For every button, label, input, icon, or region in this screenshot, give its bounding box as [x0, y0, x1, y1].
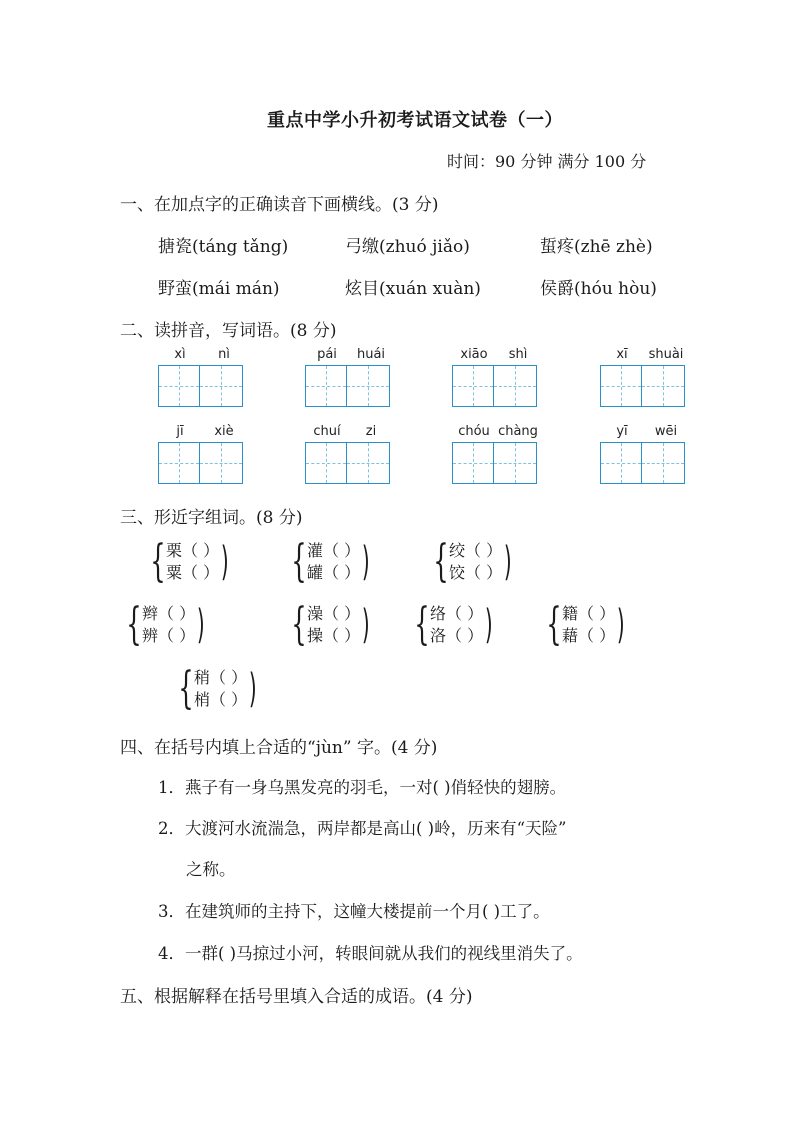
left-brace: {	[126, 599, 142, 650]
pinyin-word-2	[305, 347, 393, 407]
grid-cell[interactable]	[642, 365, 685, 407]
char-pair-line[interactable]: 洛（ ）	[430, 626, 484, 645]
char-pair-line[interactable]: 饺（ ）	[449, 563, 503, 582]
pinyin-syllable: xiāo	[460, 347, 488, 362]
char-pair-line[interactable]: 辫（ ）	[142, 604, 196, 623]
section-4-heading: 四、在括号内填上合适的“jùn” 字。(4 分)	[120, 738, 438, 758]
pinyin-word-3	[452, 347, 540, 407]
grid-cell[interactable]	[347, 365, 390, 407]
writing-grid[interactable]	[452, 365, 540, 407]
char-pair-line[interactable]: 梢（ ）	[194, 690, 248, 709]
writing-grid[interactable]	[452, 442, 540, 484]
grid-cell[interactable]	[158, 442, 200, 484]
grid-cell[interactable]	[600, 365, 642, 407]
right-paren: )	[361, 602, 370, 648]
char-pair-line[interactable]: 粟（ ）	[166, 563, 220, 582]
left-brace: {	[178, 663, 194, 714]
s1-item-6: 侯爵(hóu hòu)	[540, 279, 657, 299]
char-pair-line[interactable]: 绞（ ）	[449, 541, 503, 560]
writing-grid[interactable]	[158, 365, 246, 407]
grid-cell[interactable]	[305, 442, 347, 484]
pinyin-syllable: jī	[176, 424, 184, 439]
grid-cell[interactable]	[452, 365, 494, 407]
writing-grid[interactable]	[600, 442, 688, 484]
pinyin-syllable: chóu	[458, 424, 490, 439]
char-pair-group	[144, 536, 233, 587]
right-paren: )	[484, 602, 493, 648]
grid-cell[interactable]	[600, 442, 642, 484]
pinyin-syllable: wēi	[654, 424, 678, 439]
pinyin-syllable: shuài	[648, 347, 684, 362]
section-3-heading: 三、形近字组词。(8 分)	[120, 508, 303, 528]
left-brace: {	[150, 536, 166, 587]
char-pair-line[interactable]: 稍（ ）	[194, 668, 248, 687]
char-pair-group	[540, 599, 629, 650]
right-paren: )	[196, 602, 205, 648]
section-2-heading: 二、读拼音，写词语。(8 分)	[120, 321, 337, 341]
s1-item-4: 野蛮(mái mán)	[158, 279, 280, 299]
s4-question-2-cont: 之称。	[186, 860, 236, 879]
pinyin-syllable: xī	[616, 347, 628, 362]
char-pair-group	[285, 536, 374, 587]
pinyin-syllable: yī	[616, 424, 628, 439]
right-paren: )	[503, 539, 512, 585]
grid-cell[interactable]	[200, 442, 243, 484]
pinyin-syllable: pái	[317, 347, 337, 362]
char-pair-line[interactable]: 灌（ ）	[307, 541, 361, 560]
writing-grid[interactable]	[600, 365, 688, 407]
pinyin-word-1	[158, 347, 246, 407]
char-pair-group	[427, 536, 516, 587]
s4-question-4[interactable]: 4．一群( )马掠过小河，转眼间就从我们的视线里消失了。	[158, 944, 583, 963]
writing-grid[interactable]	[158, 442, 246, 484]
left-brace: {	[546, 599, 562, 650]
writing-grid[interactable]	[305, 365, 393, 407]
char-pair-line[interactable]: 操（ ）	[307, 626, 361, 645]
grid-cell[interactable]	[642, 442, 685, 484]
left-brace: {	[291, 599, 307, 650]
writing-grid[interactable]	[305, 442, 393, 484]
pinyin-syllable: zi	[365, 424, 377, 439]
grid-cell[interactable]	[158, 365, 200, 407]
s4-question-3[interactable]: 3．在建筑师的主持下，这幢大楼提前一个月( )工了。	[158, 902, 550, 921]
pinyin-word-6	[305, 424, 393, 484]
char-pair-group	[285, 599, 374, 650]
section-1-heading: 一、在加点字的正确读音下画横线。(3 分)	[120, 195, 439, 215]
s1-item-3: 蜇疼(zhē zhè)	[540, 237, 653, 257]
pinyin-syllable: chuí	[313, 424, 341, 439]
pinyin-syllable: nì	[218, 347, 230, 362]
page-title: 重点中学小升初考试语文试卷（一）	[267, 110, 563, 131]
grid-cell[interactable]	[494, 365, 537, 407]
grid-cell[interactable]	[494, 442, 537, 484]
grid-cell[interactable]	[305, 365, 347, 407]
pinyin-word-4	[600, 347, 688, 407]
s1-item-1: 搪瓷(táng tǎng)	[158, 237, 289, 257]
char-pair-line[interactable]: 籍（ ）	[562, 604, 616, 623]
pinyin-word-8	[600, 424, 688, 484]
right-paren: )	[248, 666, 257, 712]
left-brace: {	[291, 536, 307, 587]
pinyin-syllable: shì	[508, 347, 528, 362]
grid-cell[interactable]	[200, 365, 243, 407]
grid-cell[interactable]	[347, 442, 390, 484]
char-pair-line[interactable]: 辨（ ）	[142, 626, 196, 645]
char-pair-line[interactable]: 澡（ ）	[307, 604, 361, 623]
char-pair-line[interactable]: 藉（ ）	[562, 626, 616, 645]
s1-item-2: 弓缴(zhuó jiǎo)	[345, 237, 470, 257]
s1-item-5: 炫目(xuán xuàn)	[345, 279, 481, 299]
left-brace: {	[414, 599, 430, 650]
right-paren: )	[616, 602, 625, 648]
pinyin-syllable: xì	[174, 347, 186, 362]
section-5-heading: 五、根据解释在括号里填入合适的成语。(4 分)	[120, 987, 473, 1007]
s4-question-2[interactable]: 2．大渡河水流湍急，两岸都是高山( )岭，历来有“天险”	[158, 819, 567, 838]
pinyin-syllable: huái	[356, 347, 386, 362]
char-pair-line[interactable]: 罐（ ）	[307, 563, 361, 582]
right-paren: )	[361, 539, 370, 585]
pinyin-word-5	[158, 424, 246, 484]
left-brace: {	[433, 536, 449, 587]
s4-question-1[interactable]: 1．燕子有一身乌黑发亮的羽毛，一对( )俏轻快的翅膀。	[158, 778, 567, 797]
char-pair-group	[120, 599, 209, 650]
char-pair-line[interactable]: 栗（ ）	[166, 541, 220, 560]
right-paren: )	[220, 539, 229, 585]
char-pair-group	[408, 599, 497, 650]
char-pair-line[interactable]: 络（ ）	[430, 604, 484, 623]
char-pair-group	[172, 663, 261, 714]
pinyin-syllable: xiè	[214, 424, 234, 439]
pinyin-syllable: chàng	[498, 424, 538, 439]
grid-cell[interactable]	[452, 442, 494, 484]
pinyin-word-7	[452, 424, 540, 484]
exam-meta: 时间：90 分钟 满分 100 分	[447, 152, 647, 171]
